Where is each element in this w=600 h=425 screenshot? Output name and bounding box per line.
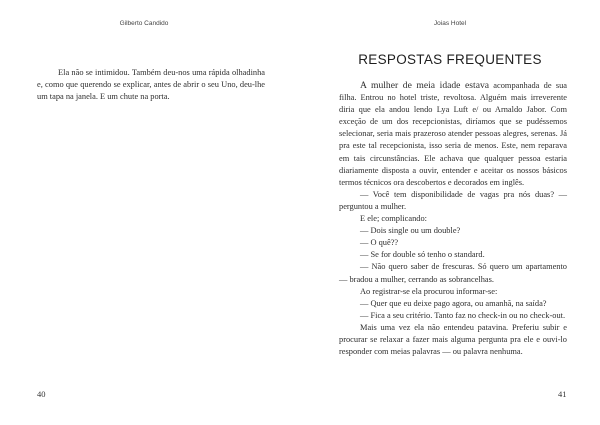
dialogue-line: — Não quero saber de frescuras. Só quero um apartamento — bradou a mulher, cerrando as sobrancelhas. (339, 262, 567, 284)
dialogue-line: — Quer que eu deixe pago agora, ou amanhã, na saída? (360, 298, 547, 308)
chapter-title: RESPOSTAS FREQUENTES (358, 52, 542, 67)
running-head-author: Gilberto Candido (119, 20, 169, 27)
page-number-left: 40 (37, 389, 46, 399)
opening-words: A mulher de meia idade estava (360, 80, 490, 91)
right-page-body (339, 80, 567, 358)
opening-paragraph (339, 80, 567, 189)
right-page (300, 0, 600, 425)
left-page-body (37, 67, 265, 103)
closing-paragraph: Mais uma vez ela não entendeu patavina. Preferiu subir e procurar se relaxar a fazer mais alguma pergunta pra ele e ouvi-lo responder com meias palavras — ou palavra nenhuma. (339, 322, 567, 357)
opening-rest: acompanhada de sua filha. Entrou no hotel triste, revoltosa. Alguém mais irreverente diria que ela andou lendo Lya Luft e/ ou Arnaldo Jabor. Com exceção de um dos recepcionistas, diríamos que se pudéssemos selecionar, seria mais prazeroso atender pessoas alegres, serenas. Já pra este tal recepcionista, isso seria de menos. Este, nem reparava em tais circunstâncias. Ele achava que qualquer pessoa estaria diariamente disposta a ouvir, entender e aceitar os nossos básicos termos técnicos ora descobertos e decorados em inglês. (339, 81, 568, 187)
paragraph: Ela não se intimidou. Também deu-nos uma rápida olhadinha e, como que querendo se explicar, antes de abrir o seu Uno, deu-lhe um tapa na janela. E um chute na porta. (37, 68, 265, 102)
page-number-right: 41 (558, 389, 567, 399)
dialogue-line: — O quê?? (360, 238, 399, 248)
dialogue-line: — Você tem disponibilidade de vagas pra nós duas? — perguntou a mulher. (339, 189, 567, 211)
dialogue-line: — Se for double só tenho o standard. (360, 250, 485, 260)
running-head-title: Joias Hotel (433, 20, 467, 27)
dialogue-line: E ele; complicando: (360, 214, 427, 224)
dialogue-line: Ao registrar-se ela procurou informar-se: (360, 286, 498, 296)
dialogue-line: — Dois single ou um double? (360, 226, 461, 236)
dialogue-line: — Fica a seu critério. Tanto faz no check-in ou no check-out. (360, 310, 566, 320)
